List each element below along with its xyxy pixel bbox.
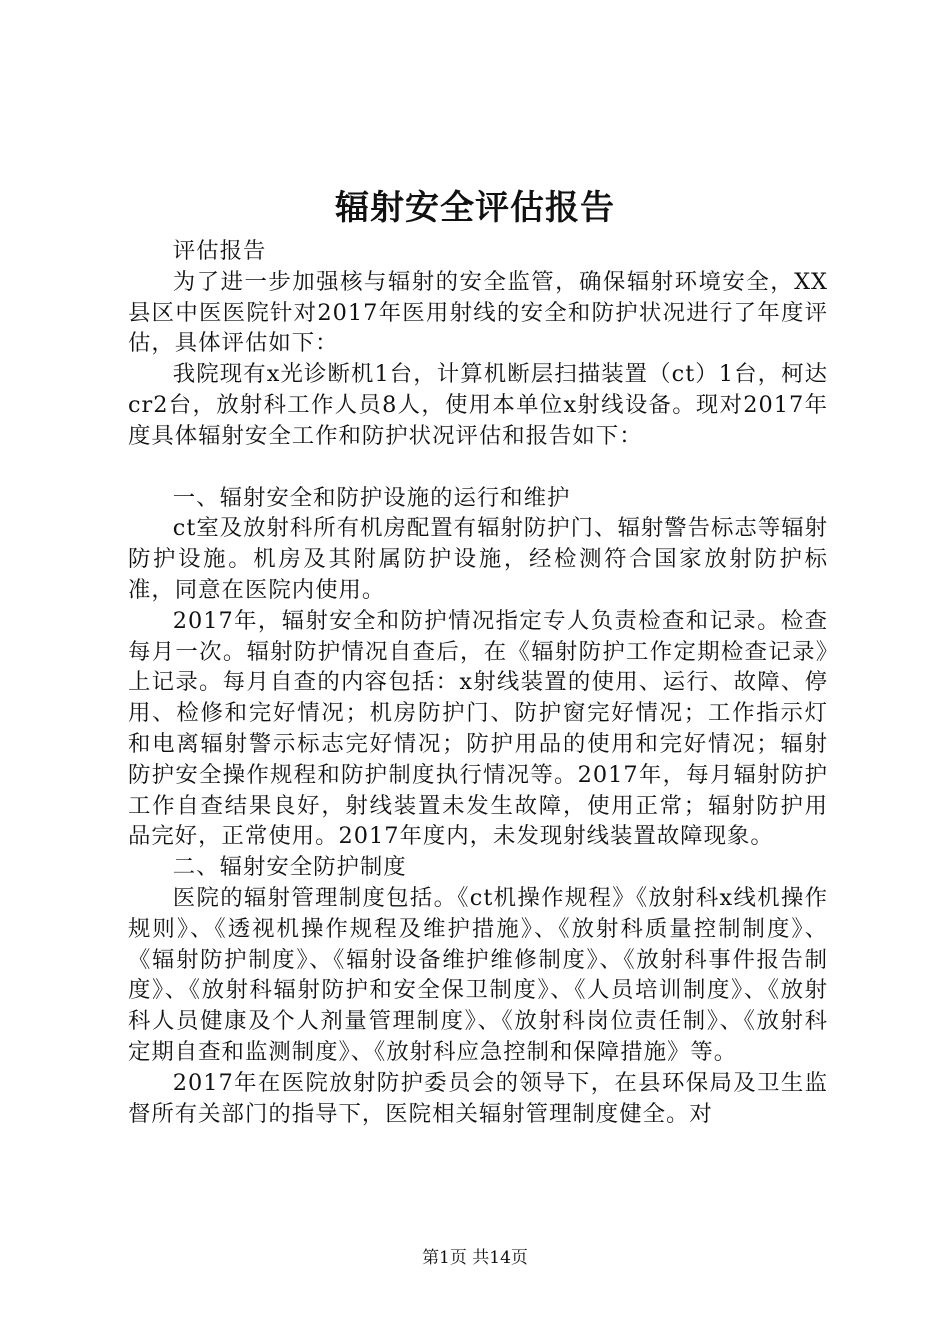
paragraph: 评估报告 (172, 238, 267, 264)
paragraph: ct室及放射科所有机房配置有辐射防护门、辐射警告标志等辐射防护设施。机房及其附属防护设施，经检测符合国家放射防护标准，同意在医院内使用。 (128, 515, 828, 603)
paragraph: 为了进一步加强核与辐射的安全监管，确保辐射环境安全，XX县区中医医院针对2017年医用射线的安全和防护状况进行了年度评估，具体评估如下： (128, 268, 828, 357)
document-title: 辐射安全评估报告 (335, 188, 615, 228)
paragraph: 2017年在医院放射防护委员会的领导下，在县环保局及卫生监督所有关部门的指导下，医院相关辐射管理制度健全。对 (128, 1069, 828, 1127)
section-heading: 一、辐射安全和防护设施的运行和维护 (172, 484, 571, 511)
document-body (128, 236, 828, 1129)
page-footer: 第1页 共14页 (422, 1248, 528, 1268)
paragraph: 医院的辐射管理制度包括。《ct机操作规程》《放射科x线机操作规则》、《透视机操作规程及维护措施》、《放射科质量控制制度》、《辐射防护制度》、《辐射设备维护维修制度》、《放射科事件报告制度》、《放射科辐射防护和安全保卫制度》、《人员培训制度》、《放射科人员健康及个人剂量管理制度》、《放射科岗位责任制》、《放射科定期自查和监测制度》、《放射科应急控制和保障措施》等。 (128, 884, 828, 1065)
paragraph: 2017年，辐射安全和防护情况指定专人负责检查和记录。检查每月一次。辐射防护情况自查后，在《辐射防护工作定期检查记录》上记录。每月自查的内容包括：x射线装置的使用、运行、故障、停用、检修和完好情况；机房防护门、防护窗完好情况；工作指示灯和电离辐射警示标志完好情况；防护用品的使用和完好情况；辐射防护安全操作规程和防护制度执行情况等。2017年，每月辐射防护工作自查结果良好，射线装置未发生故障，使用正常；辐射防护用品完好，正常使用。2017年度内，未发现射线装置故障现象。 (128, 607, 828, 850)
section-heading: 二、辐射安全防护制度 (172, 854, 407, 881)
paragraph: 我院现有x光诊断机1台，计算机断层扫描装置（ct）1台，柯达cr2台，放射科工作人员8人，使用本单位x射线设备。现对2017年度具体辐射安全工作和防护状况评估和报告如下： (128, 361, 828, 449)
